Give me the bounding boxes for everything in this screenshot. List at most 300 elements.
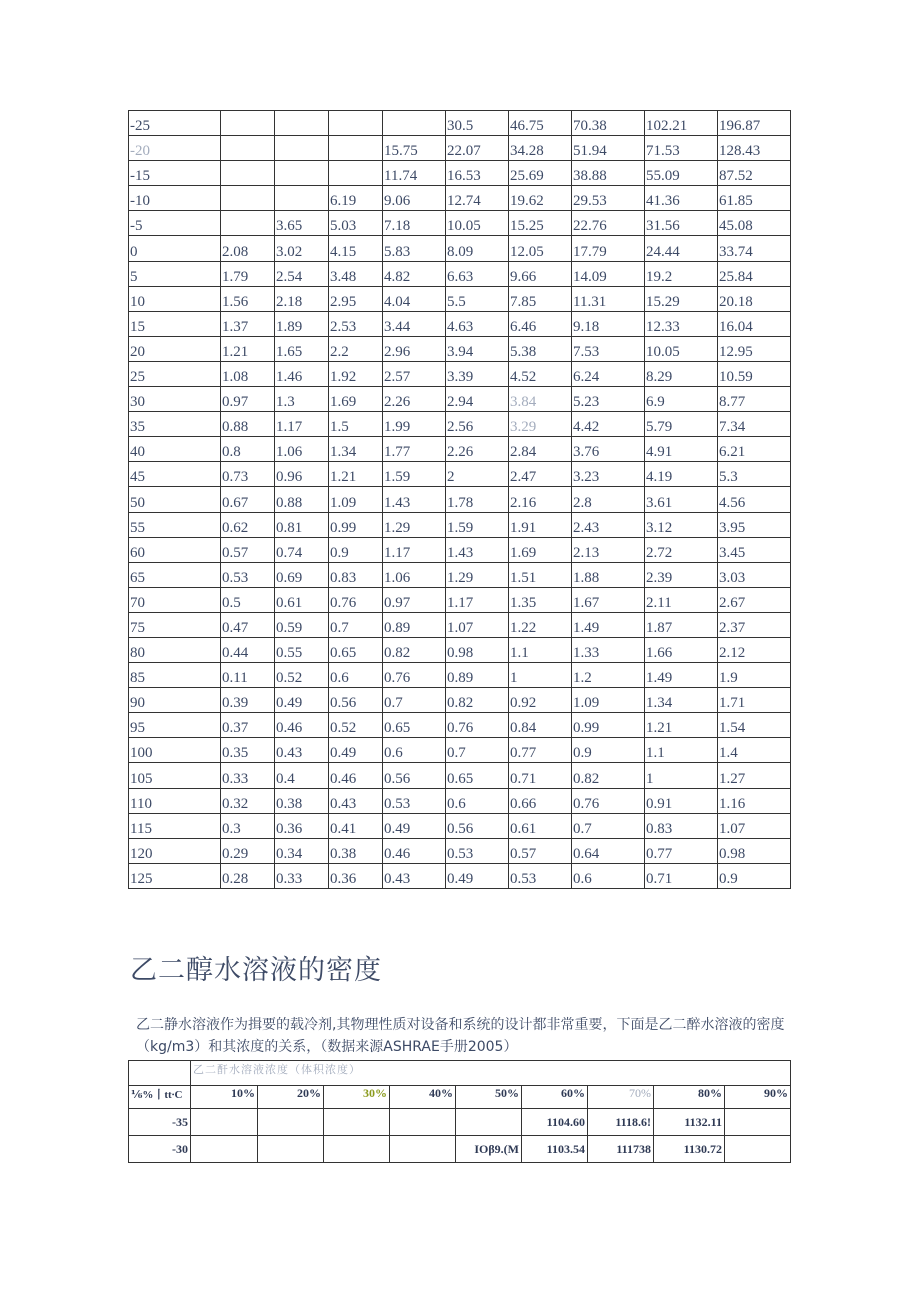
viscosity-cell: 0.7 [446, 738, 509, 763]
viscosity-cell: 1.69 [329, 387, 383, 412]
viscosity-cell: 0.83 [645, 813, 718, 838]
viscosity-cell: 1.21 [329, 462, 383, 487]
density-cell [258, 1136, 324, 1163]
viscosity-cell: 1.34 [329, 437, 383, 462]
viscosity-cell: 1.3 [275, 387, 329, 412]
viscosity-cell: 0.6 [329, 663, 383, 688]
density-cell [191, 1109, 258, 1136]
viscosity-cell: 1 [509, 663, 572, 688]
viscosity-cell: 41.36 [645, 186, 718, 211]
table-row [129, 838, 791, 863]
viscosity-cell: 6.63 [446, 261, 509, 286]
viscosity-cell: 3.61 [645, 487, 718, 512]
viscosity-cell: 0.4 [275, 763, 329, 788]
viscosity-cell: 0.9 [572, 738, 645, 763]
temperature-cell: 70 [129, 587, 221, 612]
viscosity-cell: 0.5 [221, 587, 275, 612]
viscosity-cell: 3.03 [718, 562, 791, 587]
viscosity-cell: 0.11 [221, 663, 275, 688]
density-cell [390, 1136, 456, 1163]
viscosity-cell [221, 111, 275, 136]
viscosity-cell: 0.98 [718, 838, 791, 863]
viscosity-cell: 9.18 [572, 311, 645, 336]
temperature-cell: 95 [129, 713, 221, 738]
viscosity-cell: 0.32 [221, 788, 275, 813]
viscosity-cell: 4.04 [383, 286, 446, 311]
viscosity-cell: 1.07 [718, 813, 791, 838]
viscosity-cell: 0.41 [329, 813, 383, 838]
viscosity-cell: 29.53 [572, 186, 645, 211]
temperature-cell: 10 [129, 286, 221, 311]
viscosity-cell: 2.26 [446, 437, 509, 462]
viscosity-cell: 0.36 [275, 813, 329, 838]
density-cell: 1118.6! [588, 1109, 654, 1136]
temperature-cell: 105 [129, 763, 221, 788]
viscosity-cell: 19.62 [509, 186, 572, 211]
density-cell [456, 1109, 522, 1136]
density-cell: 1104.60 [522, 1109, 588, 1136]
viscosity-cell: 102.21 [645, 111, 718, 136]
temperature-cell: 50 [129, 487, 221, 512]
viscosity-cell: 3.65 [275, 211, 329, 236]
viscosity-cell: 2.08 [221, 236, 275, 261]
temperature-cell: 25 [129, 361, 221, 386]
temperature-cell: 90 [129, 688, 221, 713]
table-row [129, 863, 791, 888]
table-row [129, 813, 791, 838]
viscosity-cell: 7.18 [383, 211, 446, 236]
viscosity-cell: 5.3 [718, 462, 791, 487]
viscosity-cell: 0.43 [383, 863, 446, 888]
viscosity-cell: 0.36 [329, 863, 383, 888]
viscosity-cell: 0.55 [275, 637, 329, 662]
viscosity-cell: 4.19 [645, 462, 718, 487]
temperature-cell: 75 [129, 612, 221, 637]
viscosity-cell: 1.59 [383, 462, 446, 487]
viscosity-cell: 31.56 [645, 211, 718, 236]
viscosity-cell: 0.35 [221, 738, 275, 763]
temperature-cell: 0 [129, 236, 221, 261]
viscosity-cell: 0.33 [275, 863, 329, 888]
viscosity-cell: 8.29 [645, 361, 718, 386]
viscosity-cell: 10.05 [645, 336, 718, 361]
viscosity-cell: 0.67 [221, 487, 275, 512]
viscosity-cell: 2.16 [509, 487, 572, 512]
viscosity-cell [221, 136, 275, 161]
density-header-cell: 50% [456, 1086, 522, 1109]
viscosity-cell: 1.21 [221, 336, 275, 361]
viscosity-cell: 87.52 [718, 161, 791, 186]
viscosity-cell: 1.1 [645, 738, 718, 763]
viscosity-cell: 12.95 [718, 336, 791, 361]
viscosity-cell: 51.94 [572, 136, 645, 161]
temperature-cell: -15 [129, 161, 221, 186]
density-header-cell: 20% [258, 1086, 324, 1109]
viscosity-cell: 55.09 [645, 161, 718, 186]
viscosity-cell: 2.8 [572, 487, 645, 512]
density-cell [390, 1109, 456, 1136]
temperature-cell: 80 [129, 637, 221, 662]
table-row [129, 562, 791, 587]
viscosity-cell: 2.56 [446, 412, 509, 437]
viscosity-cell: 0.49 [275, 688, 329, 713]
viscosity-cell: 3.95 [718, 512, 791, 537]
temperature-cell: 85 [129, 663, 221, 688]
viscosity-cell: 0.88 [221, 412, 275, 437]
temperature-cell: 40 [129, 437, 221, 462]
viscosity-cell: 0.97 [221, 387, 275, 412]
viscosity-table-body [129, 111, 791, 889]
density-cell [258, 1109, 324, 1136]
viscosity-cell: 1.35 [509, 587, 572, 612]
viscosity-cell: 2.2 [329, 336, 383, 361]
viscosity-cell: 0.8 [221, 437, 275, 462]
viscosity-cell: 0.82 [446, 688, 509, 713]
viscosity-cell: 45.08 [718, 211, 791, 236]
viscosity-cell: 38.88 [572, 161, 645, 186]
viscosity-cell: 1.51 [509, 562, 572, 587]
temperature-cell: 15 [129, 311, 221, 336]
viscosity-cell: 1.78 [446, 487, 509, 512]
viscosity-cell: 1.54 [718, 713, 791, 738]
viscosity-cell: 6.9 [645, 387, 718, 412]
viscosity-cell: 3.84 [509, 387, 572, 412]
viscosity-cell: 4.91 [645, 437, 718, 462]
viscosity-cell: 6.24 [572, 361, 645, 386]
viscosity-cell: 0.98 [446, 637, 509, 662]
viscosity-cell: 6.19 [329, 186, 383, 211]
viscosity-cell: 4.82 [383, 261, 446, 286]
viscosity-cell: 0.47 [221, 612, 275, 637]
table-row [129, 637, 791, 662]
density-cell [324, 1109, 390, 1136]
viscosity-cell: 1.29 [446, 562, 509, 587]
viscosity-cell: 5.83 [383, 236, 446, 261]
viscosity-cell: 1.92 [329, 361, 383, 386]
viscosity-cell: 0.46 [383, 838, 446, 863]
density-header-cell: 90% [725, 1086, 791, 1109]
viscosity-cell: 2.94 [446, 387, 509, 412]
viscosity-cell: 2.12 [718, 637, 791, 662]
density-cell: 1103.54 [522, 1136, 588, 1163]
viscosity-cell: 1.5 [329, 412, 383, 437]
viscosity-cell: 0.43 [329, 788, 383, 813]
viscosity-cell: 34.28 [509, 136, 572, 161]
viscosity-cell: 0.81 [275, 512, 329, 537]
viscosity-cell: 3.02 [275, 236, 329, 261]
viscosity-cell: 3.44 [383, 311, 446, 336]
viscosity-cell: 1.46 [275, 361, 329, 386]
viscosity-cell: 0.91 [645, 788, 718, 813]
table-row [129, 186, 791, 211]
intro-paragraph: 乙二静水溶液作为揖要的载冷剂,其物理性质对设备和系统的设计都非常重要，下面是乙二醉水溶液的密度（kg/m3）和其浓度的关系，（数据来源ASHRAE手册2005） [136, 1017, 785, 1055]
viscosity-cell: 0.53 [446, 838, 509, 863]
viscosity-cell: 1.06 [383, 562, 446, 587]
temperature-cell: 55 [129, 512, 221, 537]
viscosity-cell: 1.4 [718, 738, 791, 763]
viscosity-cell: 0.77 [645, 838, 718, 863]
viscosity-cell: 2.84 [509, 437, 572, 462]
viscosity-cell: 0.82 [383, 637, 446, 662]
density-cell: 1130.72 [654, 1136, 725, 1163]
viscosity-cell: 2.37 [718, 612, 791, 637]
viscosity-cell: 0.59 [275, 612, 329, 637]
viscosity-cell: 5.23 [572, 387, 645, 412]
viscosity-cell: 0.73 [221, 462, 275, 487]
viscosity-cell: 0.53 [383, 788, 446, 813]
viscosity-cell: 9.06 [383, 186, 446, 211]
viscosity-cell: 1.71 [718, 688, 791, 713]
table-row [129, 437, 791, 462]
temperature-cell: 20 [129, 336, 221, 361]
viscosity-cell: 15.75 [383, 136, 446, 161]
temperature-cell: 45 [129, 462, 221, 487]
viscosity-cell: 1.1 [509, 637, 572, 662]
table-row [129, 688, 791, 713]
viscosity-cell: 0.7 [329, 612, 383, 637]
viscosity-cell: 1.56 [221, 286, 275, 311]
viscosity-cell: 2.67 [718, 587, 791, 612]
viscosity-cell: 1.66 [645, 637, 718, 662]
temperature-cell: 120 [129, 838, 221, 863]
table-row [129, 512, 791, 537]
viscosity-cell: 0.53 [509, 863, 572, 888]
viscosity-cell: 0.33 [221, 763, 275, 788]
table-row [129, 738, 791, 763]
viscosity-cell: 16.53 [446, 161, 509, 186]
section-heading: 乙二醇水溶液的密度 [130, 955, 382, 986]
viscosity-cell: 11.31 [572, 286, 645, 311]
viscosity-cell: 1.21 [645, 713, 718, 738]
viscosity-cell: 33.74 [718, 236, 791, 261]
viscosity-cell: 3.23 [572, 462, 645, 487]
temperature-cell: 125 [129, 863, 221, 888]
viscosity-cell [329, 111, 383, 136]
viscosity-cell: 2.13 [572, 537, 645, 562]
table-row [129, 286, 791, 311]
viscosity-cell: 12.33 [645, 311, 718, 336]
table-row [129, 261, 791, 286]
viscosity-cell: 1.9 [718, 663, 791, 688]
table-row [129, 587, 791, 612]
viscosity-cell: 2.39 [645, 562, 718, 587]
temperature-cell: 110 [129, 788, 221, 813]
density-corner-label: ⅙%丨tt∙C [129, 1086, 191, 1109]
viscosity-cell: 0.65 [446, 763, 509, 788]
viscosity-cell: 1.79 [221, 261, 275, 286]
viscosity-cell: 5.03 [329, 211, 383, 236]
viscosity-cell: 7.53 [572, 336, 645, 361]
viscosity-cell: 1.17 [446, 587, 509, 612]
viscosity-cell: 0.76 [329, 587, 383, 612]
viscosity-cell: 1.29 [383, 512, 446, 537]
viscosity-cell: 10.05 [446, 211, 509, 236]
viscosity-cell: 1.99 [383, 412, 446, 437]
viscosity-cell: 1.06 [275, 437, 329, 462]
viscosity-cell: 1.2 [572, 663, 645, 688]
viscosity-cell: 0.89 [446, 663, 509, 688]
viscosity-cell: 0.56 [446, 813, 509, 838]
viscosity-cell: 128.43 [718, 136, 791, 161]
viscosity-cell: 0.99 [572, 713, 645, 738]
viscosity-cell: 10.59 [718, 361, 791, 386]
density-caption-row [129, 1061, 791, 1086]
viscosity-cell: 0.52 [329, 713, 383, 738]
viscosity-cell: 0.74 [275, 537, 329, 562]
viscosity-cell: 2.95 [329, 286, 383, 311]
viscosity-cell: 0.66 [509, 788, 572, 813]
density-cell: IOβ9.(M [456, 1136, 522, 1163]
viscosity-cell [221, 186, 275, 211]
viscosity-cell: 0.65 [383, 713, 446, 738]
table-row [129, 111, 791, 136]
viscosity-cell: 5.79 [645, 412, 718, 437]
viscosity-cell: 0.49 [383, 813, 446, 838]
viscosity-cell [221, 211, 275, 236]
table-row [129, 612, 791, 637]
density-header-cell: 40% [390, 1086, 456, 1109]
viscosity-cell: 1.67 [572, 587, 645, 612]
viscosity-cell: 1.27 [718, 763, 791, 788]
viscosity-cell: 4.63 [446, 311, 509, 336]
density-header-cell: 80% [654, 1086, 725, 1109]
table-row [129, 763, 791, 788]
viscosity-cell: 24.44 [645, 236, 718, 261]
viscosity-cell: 2.26 [383, 387, 446, 412]
viscosity-cell: 0.61 [509, 813, 572, 838]
viscosity-cell: 1.69 [509, 537, 572, 562]
table-row [129, 161, 791, 186]
viscosity-cell: 3.29 [509, 412, 572, 437]
viscosity-cell: 2.47 [509, 462, 572, 487]
viscosity-cell: 0.38 [329, 838, 383, 863]
viscosity-cell: 3.48 [329, 261, 383, 286]
viscosity-cell: 0.92 [509, 688, 572, 713]
viscosity-cell: 1.08 [221, 361, 275, 386]
viscosity-cell [329, 161, 383, 186]
viscosity-cell: 2.72 [645, 537, 718, 562]
viscosity-cell: 0.49 [446, 863, 509, 888]
viscosity-cell: 0.34 [275, 838, 329, 863]
viscosity-cell: 1.65 [275, 336, 329, 361]
viscosity-cell: 0.99 [329, 512, 383, 537]
viscosity-cell: 1.07 [446, 612, 509, 637]
table-row [129, 788, 791, 813]
viscosity-cell: 1.87 [645, 612, 718, 637]
viscosity-cell: 15.29 [645, 286, 718, 311]
viscosity-cell: 20.18 [718, 286, 791, 311]
viscosity-cell: 25.69 [509, 161, 572, 186]
table-row [129, 412, 791, 437]
viscosity-cell: 3.39 [446, 361, 509, 386]
viscosity-cell: 1.43 [383, 487, 446, 512]
viscosity-cell: 1.49 [645, 663, 718, 688]
temperature-cell: 100 [129, 738, 221, 763]
viscosity-cell: 0.57 [509, 838, 572, 863]
density-caption: 乙二酐水溶液浓度（体积浓度） [191, 1061, 791, 1086]
viscosity-cell [275, 161, 329, 186]
viscosity-cell: 0.7 [383, 688, 446, 713]
density-header-cell: 10% [191, 1086, 258, 1109]
viscosity-cell: 6.21 [718, 437, 791, 462]
table-row [129, 713, 791, 738]
density-header-row [129, 1086, 791, 1109]
temperature-cell: 115 [129, 813, 221, 838]
viscosity-cell: 9.66 [509, 261, 572, 286]
table-row [129, 336, 791, 361]
viscosity-cell: 0.57 [221, 537, 275, 562]
viscosity-cell: 3.12 [645, 512, 718, 537]
temperature-cell: -35 [129, 1109, 191, 1136]
viscosity-cell: 0.97 [383, 587, 446, 612]
viscosity-cell: 0.65 [329, 637, 383, 662]
viscosity-cell: 1.77 [383, 437, 446, 462]
density-cell [324, 1136, 390, 1163]
viscosity-cell [275, 111, 329, 136]
viscosity-cell: 2.54 [275, 261, 329, 286]
viscosity-cell: 3.45 [718, 537, 791, 562]
viscosity-cell: 1.59 [446, 512, 509, 537]
viscosity-cell: 1 [645, 763, 718, 788]
viscosity-cell: 1.09 [329, 487, 383, 512]
table-row [129, 1136, 791, 1163]
viscosity-cell: 14.09 [572, 261, 645, 286]
viscosity-cell: 8.77 [718, 387, 791, 412]
viscosity-cell: 0.52 [275, 663, 329, 688]
temperature-cell: -5 [129, 211, 221, 236]
density-table [128, 1060, 791, 1163]
viscosity-cell: 2.18 [275, 286, 329, 311]
density-cell [725, 1136, 791, 1163]
viscosity-cell: 25.84 [718, 261, 791, 286]
viscosity-cell: 0.6 [383, 738, 446, 763]
viscosity-cell: 0.37 [221, 713, 275, 738]
density-table-body [129, 1109, 791, 1163]
viscosity-cell: 0.7 [572, 813, 645, 838]
temperature-cell: 60 [129, 537, 221, 562]
viscosity-cell: 12.05 [509, 236, 572, 261]
viscosity-cell: 0.84 [509, 713, 572, 738]
viscosity-cell: 1.34 [645, 688, 718, 713]
density-header-cell: 60% [522, 1086, 588, 1109]
table-row [129, 136, 791, 161]
viscosity-cell: 12.74 [446, 186, 509, 211]
viscosity-cell: 11.74 [383, 161, 446, 186]
viscosity-cell: 1.22 [509, 612, 572, 637]
viscosity-cell: 2.57 [383, 361, 446, 386]
table-row [129, 537, 791, 562]
viscosity-cell [275, 186, 329, 211]
viscosity-cell: 0.3 [221, 813, 275, 838]
temperature-cell: -30 [129, 1136, 191, 1163]
density-caption-blank [129, 1061, 191, 1086]
temperature-cell: 65 [129, 562, 221, 587]
viscosity-cell: 4.15 [329, 236, 383, 261]
viscosity-cell: 0.83 [329, 562, 383, 587]
viscosity-cell: 0.56 [329, 688, 383, 713]
viscosity-cell: 0.9 [718, 863, 791, 888]
viscosity-cell: 0.76 [383, 663, 446, 688]
viscosity-cell: 70.38 [572, 111, 645, 136]
viscosity-table [128, 110, 791, 889]
viscosity-cell: 0.28 [221, 863, 275, 888]
viscosity-cell [275, 136, 329, 161]
table-row [129, 1109, 791, 1136]
viscosity-cell: 30.5 [446, 111, 509, 136]
viscosity-cell: 3.94 [446, 336, 509, 361]
viscosity-cell: 1.09 [572, 688, 645, 713]
temperature-cell: -20 [129, 136, 221, 161]
